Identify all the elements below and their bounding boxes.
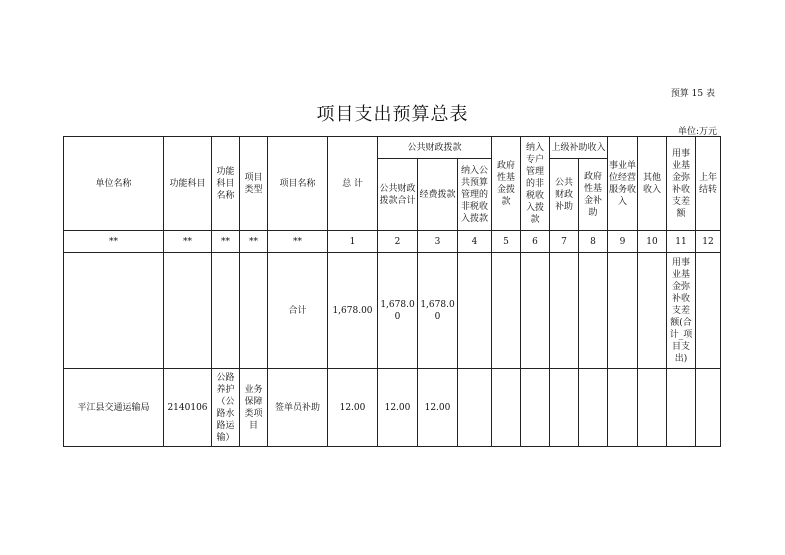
row-gov-fund <box>492 369 521 447</box>
total-gov-fund <box>492 253 521 369</box>
total-operating: 1,678.00 <box>418 253 458 369</box>
unit-label: 单位:万元 <box>677 127 717 137</box>
index-cell: ** <box>64 231 164 253</box>
total-other-income <box>638 253 667 369</box>
header-func-subject: 功能科目 <box>164 137 212 231</box>
header-func-subject-name: 功能科目名称 <box>212 137 240 231</box>
budget-table <box>63 136 721 447</box>
row-gov-fund-subsidy <box>579 369 608 447</box>
header-public-fiscal: 公共财政拨款 <box>378 137 492 159</box>
total-business-income <box>608 253 638 369</box>
index-cell: 5 <box>492 231 521 253</box>
index-cell: ** <box>240 231 268 253</box>
total-gov-fund-subsidy <box>579 253 608 369</box>
index-cell: 10 <box>638 231 667 253</box>
header-public-fiscal-total: 公共财政拨款合计 <box>378 159 418 231</box>
index-cell: 2 <box>378 231 418 253</box>
row-unit-name: 平江县交通运输局 <box>64 369 164 447</box>
header-total: 总 计 <box>328 137 378 231</box>
index-cell: 11 <box>667 231 696 253</box>
total-amount: 1,678.00 <box>328 253 378 369</box>
total-budget-nontax <box>458 253 492 369</box>
total-row <box>64 253 721 369</box>
index-cell: ** <box>268 231 328 253</box>
index-cell: 3 <box>418 231 458 253</box>
row-public-fiscal-subsidy <box>550 369 579 447</box>
row-func-subject-name: 公路养护（公路水路运输） <box>212 369 240 447</box>
header-budget-nontax: 纳入公共预算管理的非税收入拨款 <box>458 159 492 231</box>
row-fund-balance <box>667 369 696 447</box>
header-other-income: 其他收入 <box>638 137 667 231</box>
total-func-subject <box>164 253 212 369</box>
index-cell: 12 <box>696 231 721 253</box>
row-carryover <box>696 369 721 447</box>
total-project-type <box>240 253 268 369</box>
index-cell: 9 <box>608 231 638 253</box>
row-special-nontax <box>521 369 550 447</box>
row-project-type: 业务保障类项目 <box>240 369 268 447</box>
total-label: 合计 <box>268 253 328 369</box>
index-cell: 6 <box>521 231 550 253</box>
header-unit-name: 单位名称 <box>64 137 164 231</box>
header-operating: 经费拨款 <box>418 159 458 231</box>
total-public-fiscal: 1,678.00 <box>378 253 418 369</box>
index-cell: 4 <box>458 231 492 253</box>
header-project-name: 项目名称 <box>268 137 328 231</box>
index-cell: 8 <box>579 231 608 253</box>
row-total: 12.00 <box>328 369 378 447</box>
table-number: 预算 15 表 <box>670 89 715 99</box>
page-title: 项目支出预算总表 <box>316 104 469 125</box>
row-other-income <box>638 369 667 447</box>
total-func-subject-name <box>212 253 240 369</box>
index-cell: 1 <box>328 231 378 253</box>
header-gov-fund: 政府性基金拨款 <box>492 137 521 231</box>
total-special-nontax <box>521 253 550 369</box>
header-gov-fund-subsidy: 政府性基金补助 <box>579 159 608 231</box>
total-unit-name <box>64 253 164 369</box>
index-row <box>64 231 721 253</box>
row-func-subject: 2140106 <box>164 369 212 447</box>
index-cell: 7 <box>550 231 579 253</box>
row-business-income <box>608 369 638 447</box>
header-public-fiscal-subsidy: 公共财政补助 <box>550 159 579 231</box>
index-cell: ** <box>212 231 240 253</box>
header-project-type: 项目类型 <box>240 137 268 231</box>
total-carryover <box>696 253 721 369</box>
total-public-fiscal-subsidy <box>550 253 579 369</box>
row-public-fiscal: 12.00 <box>378 369 418 447</box>
header-fund-balance: 用事业基金弥补收支差额 <box>667 137 696 231</box>
index-cell: ** <box>164 231 212 253</box>
row-project-name: 签单员补助 <box>268 369 328 447</box>
header-superior-subsidy: 上级补助收入 <box>550 137 608 159</box>
header-business-income: 事业单位经营服务收入 <box>608 137 638 231</box>
row-operating: 12.00 <box>418 369 458 447</box>
total-fund-balance: 用事业基金弥补收支差额(合计_项目支出) <box>667 253 696 369</box>
row-budget-nontax <box>458 369 492 447</box>
table-row <box>64 369 721 447</box>
header-special-nontax: 纳入专户管理的非税收入拨款 <box>521 137 550 231</box>
header-carryover: 上年结转 <box>696 137 721 231</box>
